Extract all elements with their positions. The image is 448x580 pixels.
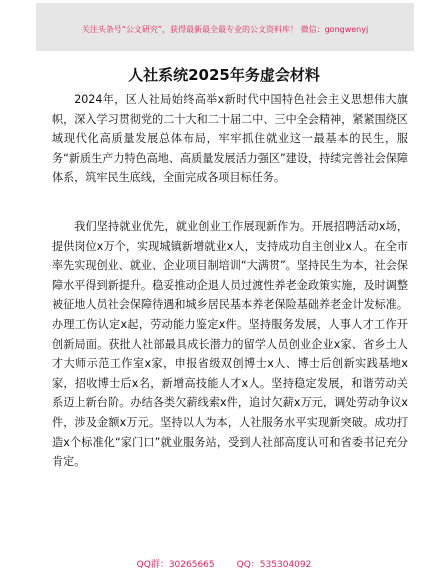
promo-banner-text: 关注头条号“公文研究”，获得最新最全最专业的公文资料库！ 微信：gongwenyj [81, 25, 369, 34]
paragraph-intro: 2024年，区人社局始终高举x新时代中国特色社会主义思想伟大旗帜，深入学习贯彻党的二十大和二十届二中、三中全会精神，紧紧围绕区域现代化高质量发展总体布局，牢牢抓住就业这一最基本的民生，服务“新质生产力特色高地、高质量发展活力强区”建设，持续完善社会保障体系，筑牢民生底线，全面完成各项目标任务。 [52, 93, 408, 185]
qq-text: QQ：535304092 [236, 560, 312, 570]
contact-footer [0, 557, 448, 570]
paragraph-achievements: 我们坚持就业优先，就业创业工作展现新作为。开展招聘活动x场，提供岗位x万个，实现城镇新增就业x人，支持成功自主创业x人。在全市率先实现创业、就业、企业项目制培训“大满贯”。坚持民生为本，社会保障水平得到新提升。稳妥推动企退人员过渡性养老金政策实施，及时调整被征地人员社会保障待遇和城乡居民基本养老保险基础养老金计发标准。办理工伤认定x起，劳动能力鉴定x件。坚持服务发展，人事人才工作开创新局面。获批人社部最具成长潜力的留学人员创业企业x家、省乡土人才大师示范工作室x家，申报省级双创博士x人、博士后创新实践基地x家，招收博士后x名，新增高技能人才x人。坚持稳定发展，和谐劳动关系迈上新台阶。办结各类欠薪线索x件，追讨欠薪x万元，调处劳动争议x件，涉及金额x万元。坚持以人为本，人社服务水平实现新突破。成功打造x个标准化“家门口”就业服务站，受到人社部高度认可和省委书记充分肯定。 [52, 220, 408, 469]
qq-group-text: QQ群：30265665 [136, 560, 215, 570]
document-title: 人社系统2025年务虚会材料 [128, 66, 320, 84]
header-banner-bar [36, 3, 414, 51]
